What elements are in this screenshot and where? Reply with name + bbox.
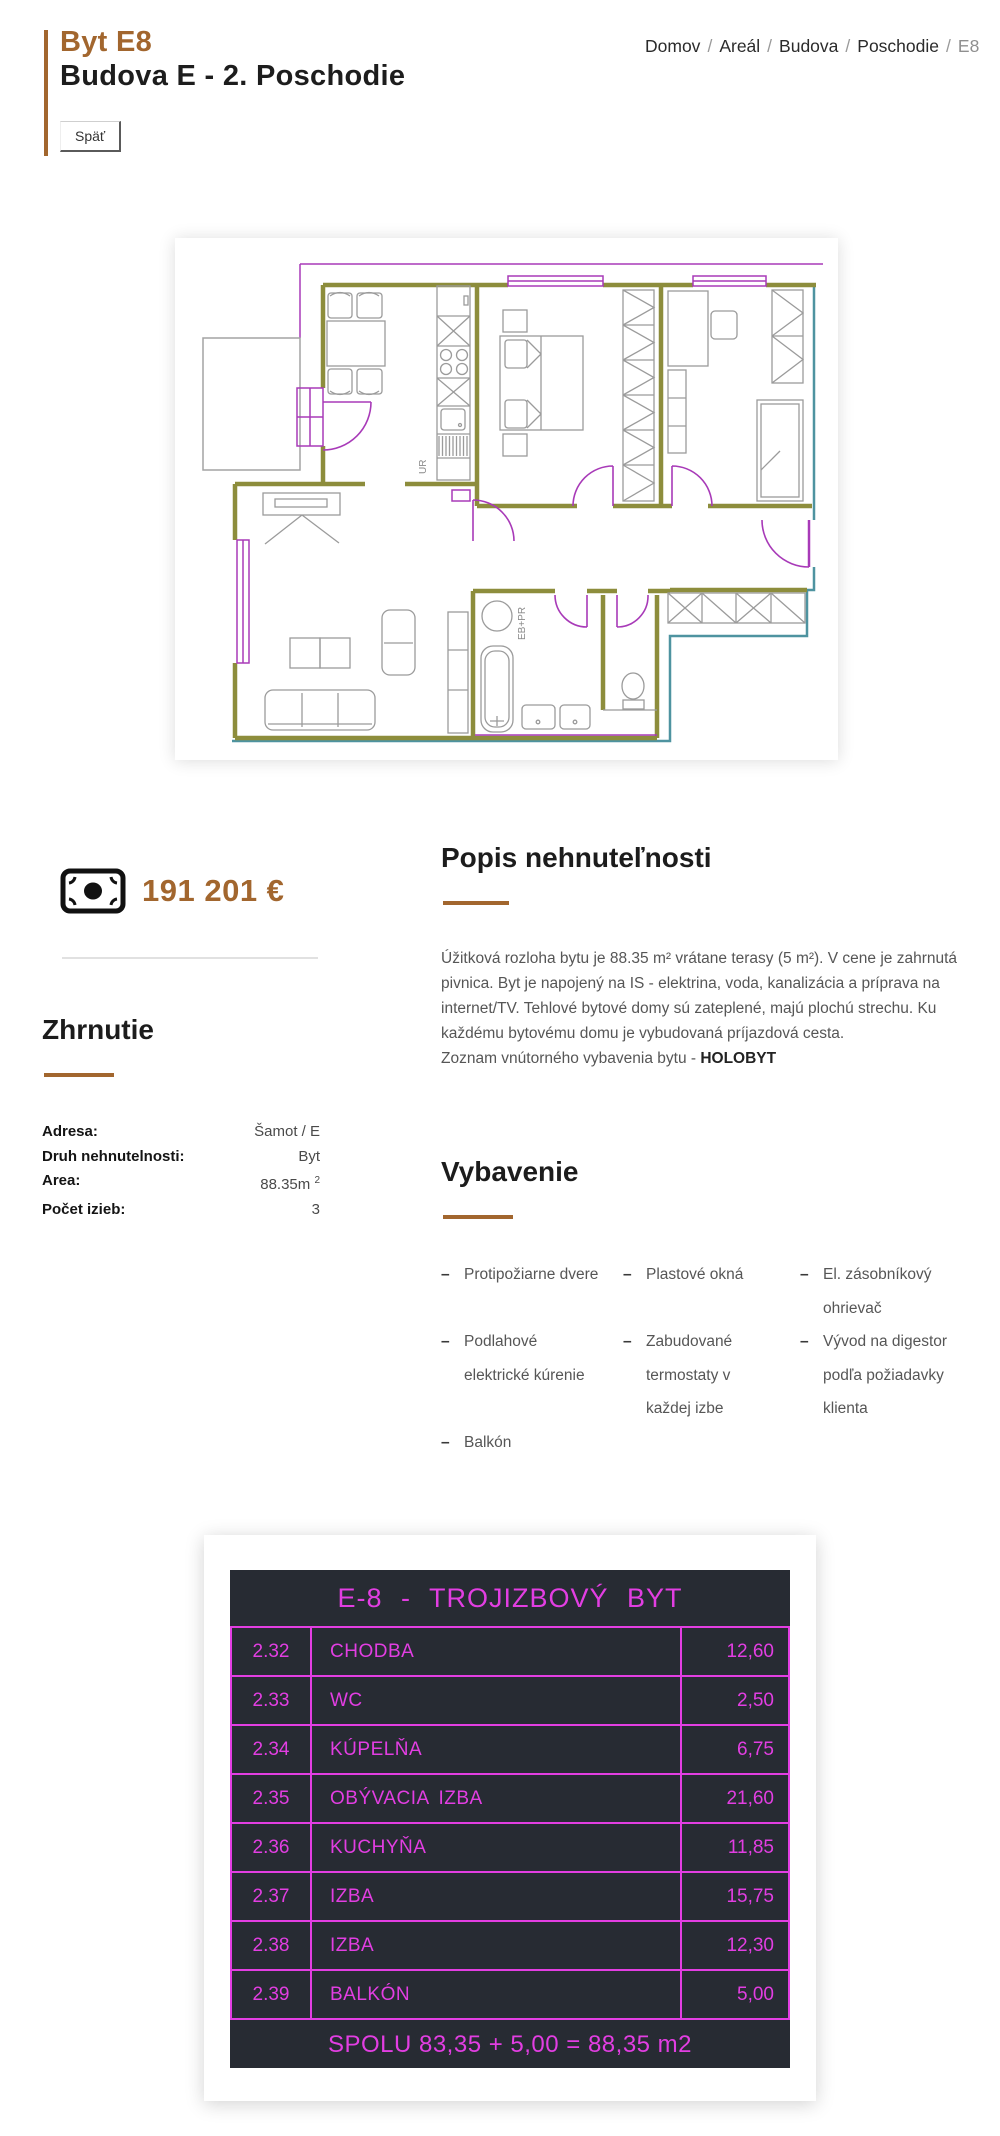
room-table-row (230, 1726, 790, 1775)
teal-walls (232, 285, 814, 741)
description-heading: Popis nehnuteľnosti (441, 842, 712, 873)
room-area: 6,75 (680, 1726, 788, 1773)
equipment-item (441, 1258, 623, 1325)
room-table-row (230, 1873, 790, 1922)
room-number: 2.35 (232, 1775, 312, 1822)
balcony (203, 338, 300, 470)
room-area: 12,60 (680, 1628, 788, 1675)
breadcrumb-item-domov[interactable]: Domov (645, 36, 701, 56)
room-table-row (230, 1628, 790, 1677)
equipment-list (441, 1258, 966, 1459)
breadcrumb-item-areál[interactable]: Areál (719, 36, 761, 56)
room-table-card (204, 1535, 816, 2101)
room-table-row (230, 1824, 790, 1873)
room-name: IZBA (330, 1885, 375, 1907)
room-table-row (230, 1677, 790, 1726)
room-area: 5,00 (680, 1971, 788, 2018)
room-name: KUCHYŇA (330, 1836, 427, 1858)
summary-row-label: Počet izieb: (42, 1200, 126, 1218)
room-table-row (230, 1775, 790, 1824)
walls (235, 285, 816, 738)
equipment-item (623, 1258, 800, 1325)
room-table (230, 1570, 790, 2068)
equipment-item (800, 1258, 966, 1325)
room-table-footer: SPOLU 83,35 + 5,00 = 88,35 m2 (327, 2031, 693, 2058)
dash-bullet-icon: – (800, 1266, 809, 1283)
room-area: 21,60 (680, 1775, 788, 1822)
room-table-rows (230, 1626, 790, 2020)
accent-bar (44, 30, 48, 156)
description-heading-underline (443, 901, 509, 905)
summary-heading-underline (44, 1073, 114, 1077)
back-button[interactable]: Späť (60, 121, 121, 152)
room-name: KÚPELŇA (330, 1738, 423, 1760)
breadcrumb-separator: / (845, 36, 851, 56)
equipment-item (441, 1426, 623, 1460)
dash-bullet-icon: – (441, 1266, 450, 1283)
breadcrumb-separator: / (767, 36, 773, 56)
equipment-item-label: Plastové okná (646, 1266, 744, 1283)
room-number: 2.38 (232, 1922, 312, 1969)
room-table-row (230, 1971, 790, 2020)
room-area: 2,50 (680, 1677, 788, 1724)
description-note-prefix: Zoznam vnútorného vybavenia bytu - (441, 1050, 701, 1067)
breadcrumb-separator: / (946, 36, 951, 56)
dash-bullet-icon: – (623, 1333, 632, 1350)
summary-row-label: Druh nehnutelnosti: (42, 1147, 185, 1165)
summary-heading: Zhrnutie (42, 1014, 154, 1045)
room-area: 11,85 (680, 1824, 788, 1871)
exterior-outline (300, 264, 823, 338)
description-text (441, 946, 958, 1071)
room-number: 2.36 (232, 1824, 312, 1871)
dash-bullet-icon: – (800, 1333, 809, 1350)
breadcrumb-item-poschodie[interactable]: Poschodie (857, 36, 940, 56)
description-paragraph: Úžitková rozloha bytu je 88.35 m² vrátane terasy (5 m²). V cene je zahrnutá pivnica. Byt je napojený na IS - elektrina, voda, kanalizácia a príprava na internet/TV. Tehlové bytové domy sú zateplené, majú plochú strechu. Ku každému bytovému domu je vybudovaná príjazdová cesta. (441, 950, 958, 1042)
summary-row-value: 88.35m $^2$ (260, 1175, 320, 1193)
page-title: Byt E8 (60, 26, 153, 58)
room-table-title: E-8 - TROJIZBOVÝ BYT (337, 1582, 683, 1613)
summary-row-value: Šamot / E (254, 1123, 320, 1140)
page-subtitle: Budova E - 2. Poschodie (60, 60, 406, 92)
equipment-item (800, 1325, 966, 1426)
equipment-item-label: Balkón (464, 1433, 512, 1451)
summary-row (42, 1169, 320, 1198)
room-name: IZBA (330, 1934, 375, 1956)
summary-row-label: Area: (42, 1172, 81, 1189)
equipment-item (623, 1325, 800, 1426)
price-value: 191 201 € (142, 873, 285, 908)
furniture (263, 286, 805, 733)
equipment-item-label: Zabudované termostaty v každej izbe (646, 1333, 733, 1417)
summary-row (42, 1145, 320, 1170)
room-area: 15,75 (680, 1873, 788, 1920)
divider (62, 957, 318, 959)
room-name: BALKÓN (330, 1983, 411, 2005)
room-number: 2.32 (232, 1628, 312, 1675)
room-area: 12,30 (680, 1922, 788, 1969)
room-number: 2.37 (232, 1873, 312, 1920)
equipment-item-label: El. zásobníkový ohrievač (823, 1266, 932, 1317)
room-number: 2.39 (232, 1971, 312, 2018)
equipment-item-label: Vývod na digestor podľa požiadavky klienta (823, 1333, 948, 1417)
room-number: 2.33 (232, 1677, 312, 1724)
floor-plan-image (175, 238, 838, 760)
summary-row-value: Byt (298, 1147, 320, 1165)
floor-plan-card (175, 238, 838, 760)
price-row (60, 868, 284, 914)
summary-row (42, 1120, 320, 1145)
dash-bullet-icon: – (441, 1433, 450, 1451)
equipment-item (441, 1325, 623, 1426)
description-note-bold: HOLOBYT (700, 1050, 777, 1067)
summary-rows (42, 1120, 320, 1222)
summary-row (42, 1198, 320, 1223)
dash-bullet-icon: – (441, 1333, 450, 1350)
room-name: CHODBA (330, 1640, 415, 1662)
dash-bullet-icon: – (623, 1266, 632, 1283)
room-name: WC (330, 1689, 363, 1711)
room-number: 2.34 (232, 1726, 312, 1773)
summary-row-value: 3 (311, 1200, 320, 1218)
money-banknote-icon (60, 868, 126, 914)
description-note (441, 1046, 958, 1071)
breadcrumb-separator: / (707, 36, 713, 56)
room-table-row (230, 1922, 790, 1971)
breadcrumb-item-e8: E8 (957, 36, 980, 56)
breadcrumb (645, 32, 980, 60)
breadcrumb-item-budova[interactable]: Budova (779, 36, 839, 56)
summary-row-label: Adresa: (42, 1123, 98, 1140)
plan-label-ur: UR (418, 459, 429, 474)
plan-label-eb-pr: EB+PR (517, 606, 528, 640)
equipment-item-label: Protipožiarne dvere (464, 1266, 599, 1283)
equipment-item-label: Podlahové elektrické kúrenie (464, 1333, 585, 1384)
equipment-heading: Vybavenie (441, 1156, 579, 1187)
room-name: OBÝVACIA IZBA (330, 1787, 483, 1809)
equipment-heading-underline (443, 1215, 513, 1219)
